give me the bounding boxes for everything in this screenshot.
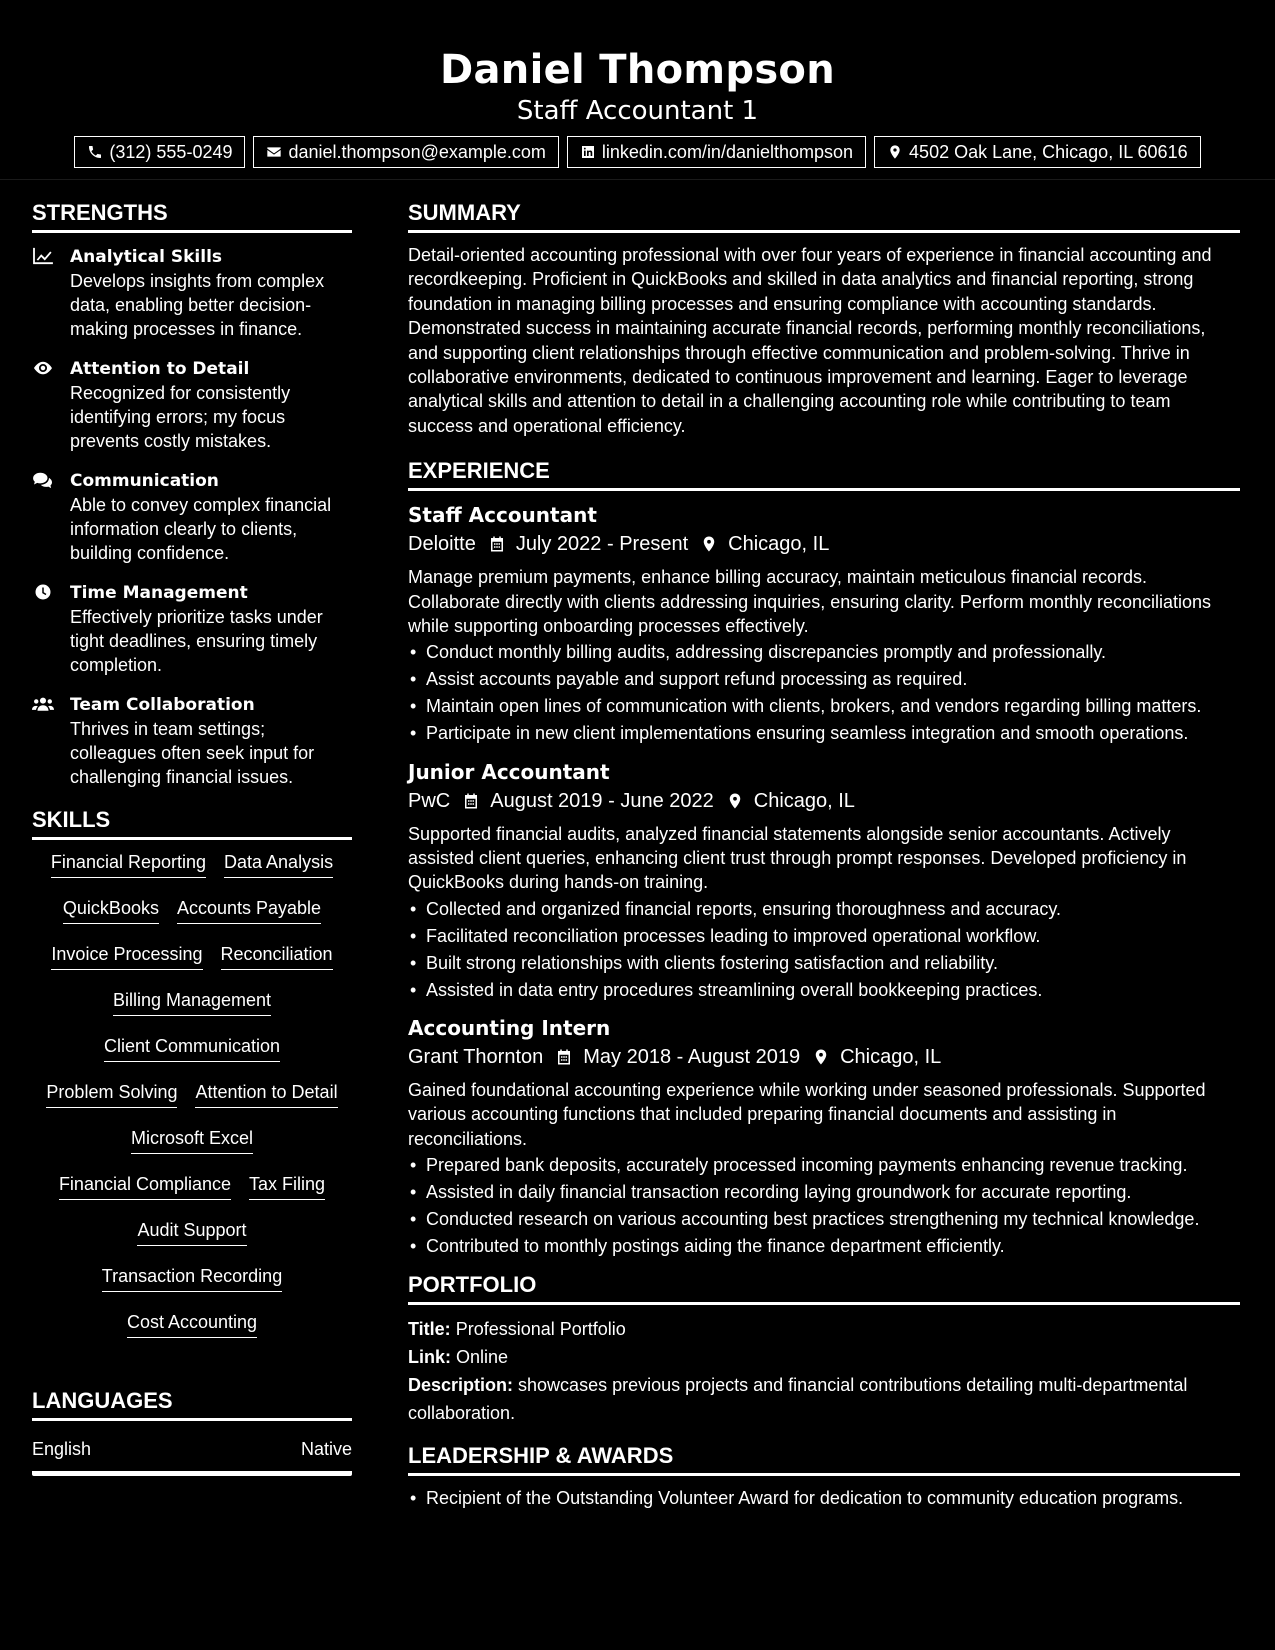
email-text: daniel.thompson@example.com: [288, 142, 546, 162]
contact-bar: [0, 136, 1275, 168]
strengths-heading: STRENGTHS: [32, 198, 352, 233]
awards-heading: LEADERSHIP & AWARDS: [408, 1441, 1240, 1476]
skill-tag: QuickBooks: [63, 896, 159, 924]
map-pin-icon: [726, 791, 744, 811]
job-bullet: • Conduct monthly billing audits, addressing discrepancies promptly and professionally.: [408, 640, 1240, 664]
portfolio-description-value: showcases previous projects and financial contributions detailing multi-departmental collaboration.: [408, 1375, 1188, 1424]
job-dates: July 2022 - Present: [515, 533, 689, 556]
skill-tag: Accounts Payable: [177, 896, 321, 924]
job-bullets: [408, 640, 1240, 745]
job-bullet: • Prepared bank deposits, accurately processed incoming payments enhancing revenue tracking.: [408, 1153, 1240, 1177]
skill-tag: Financial Reporting: [51, 850, 206, 878]
phone-icon: [87, 144, 103, 160]
job-location: Chicago, IL: [753, 789, 855, 812]
skills-heading: SKILLS: [32, 805, 352, 840]
strength-title: Analytical Skills: [70, 247, 223, 267]
map-pin-icon: [812, 1047, 830, 1067]
strength-item: [32, 469, 352, 565]
portfolio-link-row: [408, 1343, 1240, 1371]
job-meta: [408, 1042, 1240, 1072]
job-company: Grant Thornton: [408, 1045, 544, 1068]
strength-title: Attention to Detail: [70, 359, 250, 379]
candidate-role: Staff Accountant 1: [516, 96, 759, 126]
job-dates: August 2019 - June 2022: [490, 789, 714, 812]
candidate-name: Daniel Thompson: [440, 47, 835, 93]
skill-tag: Tax Filing: [249, 1172, 325, 1200]
job-bullets: [408, 897, 1240, 1002]
portfolio-link-value[interactable]: Online: [456, 1347, 509, 1368]
job-title: Junior Accountant: [408, 759, 610, 784]
job-bullets: [408, 1153, 1240, 1258]
job-title: Staff Accountant: [408, 503, 597, 528]
job-bullet: • Assisted in data entry procedures streamlining overall bookkeeping practices.: [408, 978, 1240, 1002]
strength-description: Thrives in team settings; colleagues often seek input for challenging financial issues.: [70, 719, 315, 787]
left-column: [32, 198, 352, 1476]
map-pin-icon: [700, 534, 718, 554]
job-location: Chicago, IL: [840, 1045, 942, 1068]
strength-description: Effectively prioritize tasks under tight deadlines, ensuring timely completion.: [70, 607, 323, 675]
skill-tag: Reconciliation: [221, 942, 333, 970]
experience-heading: EXPERIENCE: [408, 456, 1240, 491]
job-description: Supported financial audits, analyzed financial statements alongside senior accountants. Actively assisted client queries, enhancing client trust through prompt responses. Developed proficiency in QuickBooks during hands-on training.: [408, 823, 1187, 893]
portfolio-title-row: [408, 1315, 1240, 1343]
language-name: English: [32, 1439, 92, 1459]
skill-tag: Billing Management: [113, 988, 271, 1016]
portfolio-details: [408, 1315, 1240, 1427]
job-bullet: • Conducted research on various accounting best practices strengthening my technical knowledge.: [408, 1207, 1240, 1231]
job-bullet: • Participate in new client implementations ensuring seamless integration and smooth operations.: [408, 721, 1240, 745]
language-item: [32, 1431, 352, 1476]
job-entry: [408, 501, 1240, 745]
job-bullet: • Assisted in daily financial transaction recording laying groundwork for accurate reporting.: [408, 1180, 1240, 1204]
contact-linkedin[interactable]: [567, 136, 866, 168]
summary-heading: SUMMARY: [408, 198, 1240, 233]
skill-tag: Data Analysis: [224, 850, 333, 878]
skill-tag: Invoice Processing: [51, 942, 202, 970]
job-description: Manage premium payments, enhance billing accuracy, maintain meticulous financial records. Collaborate directly with clients addressing inquiries, ensuring clarity. Perform monthly reconciliations while supporting onboarding processes effectively.: [408, 567, 1212, 637]
comments-icon: [32, 471, 54, 489]
strength-title: Team Collaboration: [70, 695, 255, 715]
job-entry: [408, 758, 1240, 1002]
job-title: Accounting Intern: [408, 1015, 611, 1040]
strengths-list: [32, 245, 352, 789]
job-entry: [408, 1014, 1240, 1258]
contact-email[interactable]: [253, 136, 558, 168]
skill-tag: Cost Accounting: [127, 1310, 257, 1338]
languages-heading: LANGUAGES: [32, 1386, 352, 1421]
linkedin-text: linkedin.com/in/danielthompson: [601, 142, 854, 162]
linkedin-icon: [580, 144, 596, 160]
job-bullet: • Assist accounts payable and support refund processing as required.: [408, 667, 1240, 691]
clock-icon: [32, 583, 54, 601]
job-meta: [408, 786, 1240, 816]
strength-item: [32, 357, 352, 453]
skill-tag: Problem Solving: [46, 1080, 177, 1108]
portfolio-description-row: [408, 1371, 1240, 1427]
portfolio-title-value: Professional Portfolio: [455, 1319, 626, 1340]
strength-item: [32, 693, 352, 789]
skills-list: [32, 850, 352, 1356]
job-bullet: • Built strong relationships with clients fostering satisfaction and reliability.: [408, 951, 1240, 975]
job-bullet: • Contributed to monthly postings aiding the finance department efficiently.: [408, 1234, 1240, 1258]
job-meta: [408, 529, 1240, 559]
eye-icon: [32, 359, 54, 377]
summary-text: Detail-oriented accounting professional with over four years of experience in financial accounting and recordkeeping. Proficient in QuickBooks and skilled in data analytics and financial reporting, strong foundation in managing billing processes and ensuring compliance with accounting standards. Demonstrated success in maintaining accurate financial records, performing monthly reconciliations, and supporting client relationships through effective communication and problem-solving. Thrive in collaborative environments, dedicated to continuous improvement and learning. Eager to leverage analytical skills and attention to detail in a challenging accounting role while contributing to team success and operational efficiency.: [408, 245, 1212, 436]
calendar-icon: [462, 791, 480, 811]
strength-description: Able to convey complex financial information clearly to clients, building confidence.: [70, 495, 332, 563]
awards-list: [408, 1486, 1240, 1510]
skill-tag: Client Communication: [104, 1034, 280, 1062]
portfolio-title-label: Title:: [408, 1319, 451, 1340]
job-company: PwC: [408, 789, 451, 812]
strength-description: Recognized for consistently identifying errors; my focus prevents costly mistakes.: [70, 383, 291, 451]
skill-tag: Attention to Detail: [195, 1080, 337, 1108]
strength-item: [32, 245, 352, 341]
portfolio-description-label: Description:: [408, 1375, 514, 1396]
job-bullet: • Maintain open lines of communication with clients, brokers, and vendors regarding billing matters.: [408, 694, 1240, 718]
job-company: Deloitte: [408, 533, 476, 556]
job-description: Gained foundational accounting experience while working under seasoned professionals. Supported various accounting functions that included preparing financial documents and assisting in reconciliations.: [408, 1079, 1206, 1149]
portfolio-heading: PORTFOLIO: [408, 1270, 1240, 1305]
job-bullet: • Collected and organized financial reports, ensuring thoroughness and accuracy.: [408, 897, 1240, 921]
portfolio-link-label: Link:: [408, 1347, 451, 1368]
chart-line-icon: [32, 247, 54, 265]
skill-tag: Transaction Recording: [102, 1264, 282, 1292]
strength-title: Communication: [70, 471, 219, 491]
job-bullet: • Facilitated reconciliation processes leading to improved operational workflow.: [408, 924, 1240, 948]
phone-text: (312) 555-0249: [109, 142, 233, 162]
award-item: • Recipient of the Outstanding Volunteer Award for dedication to community education programs.: [408, 1486, 1240, 1510]
language-level: Native: [300, 1439, 352, 1459]
skill-tag: Financial Compliance: [59, 1172, 231, 1200]
contact-address[interactable]: [874, 136, 1201, 168]
skill-tag: Audit Support: [137, 1218, 246, 1246]
users-icon: [32, 695, 54, 713]
strength-title: Time Management: [70, 583, 248, 603]
strength-description: Develops insights from complex data, enabling better decision-making processes in finance.: [70, 271, 325, 339]
job-dates: May 2018 - August 2019: [583, 1045, 801, 1068]
map-pin-icon: [887, 144, 903, 160]
right-column: [408, 198, 1240, 1513]
resume-header: [0, 0, 1275, 180]
address-text: 4502 Oak Lane, Chicago, IL 60616: [909, 142, 1188, 162]
contact-phone[interactable]: [74, 136, 245, 168]
job-location: Chicago, IL: [728, 533, 830, 556]
calendar-icon: [488, 534, 506, 554]
calendar-icon: [555, 1047, 573, 1067]
envelope-icon: [266, 144, 282, 160]
strength-item: [32, 581, 352, 677]
skill-tag: Microsoft Excel: [131, 1126, 253, 1154]
